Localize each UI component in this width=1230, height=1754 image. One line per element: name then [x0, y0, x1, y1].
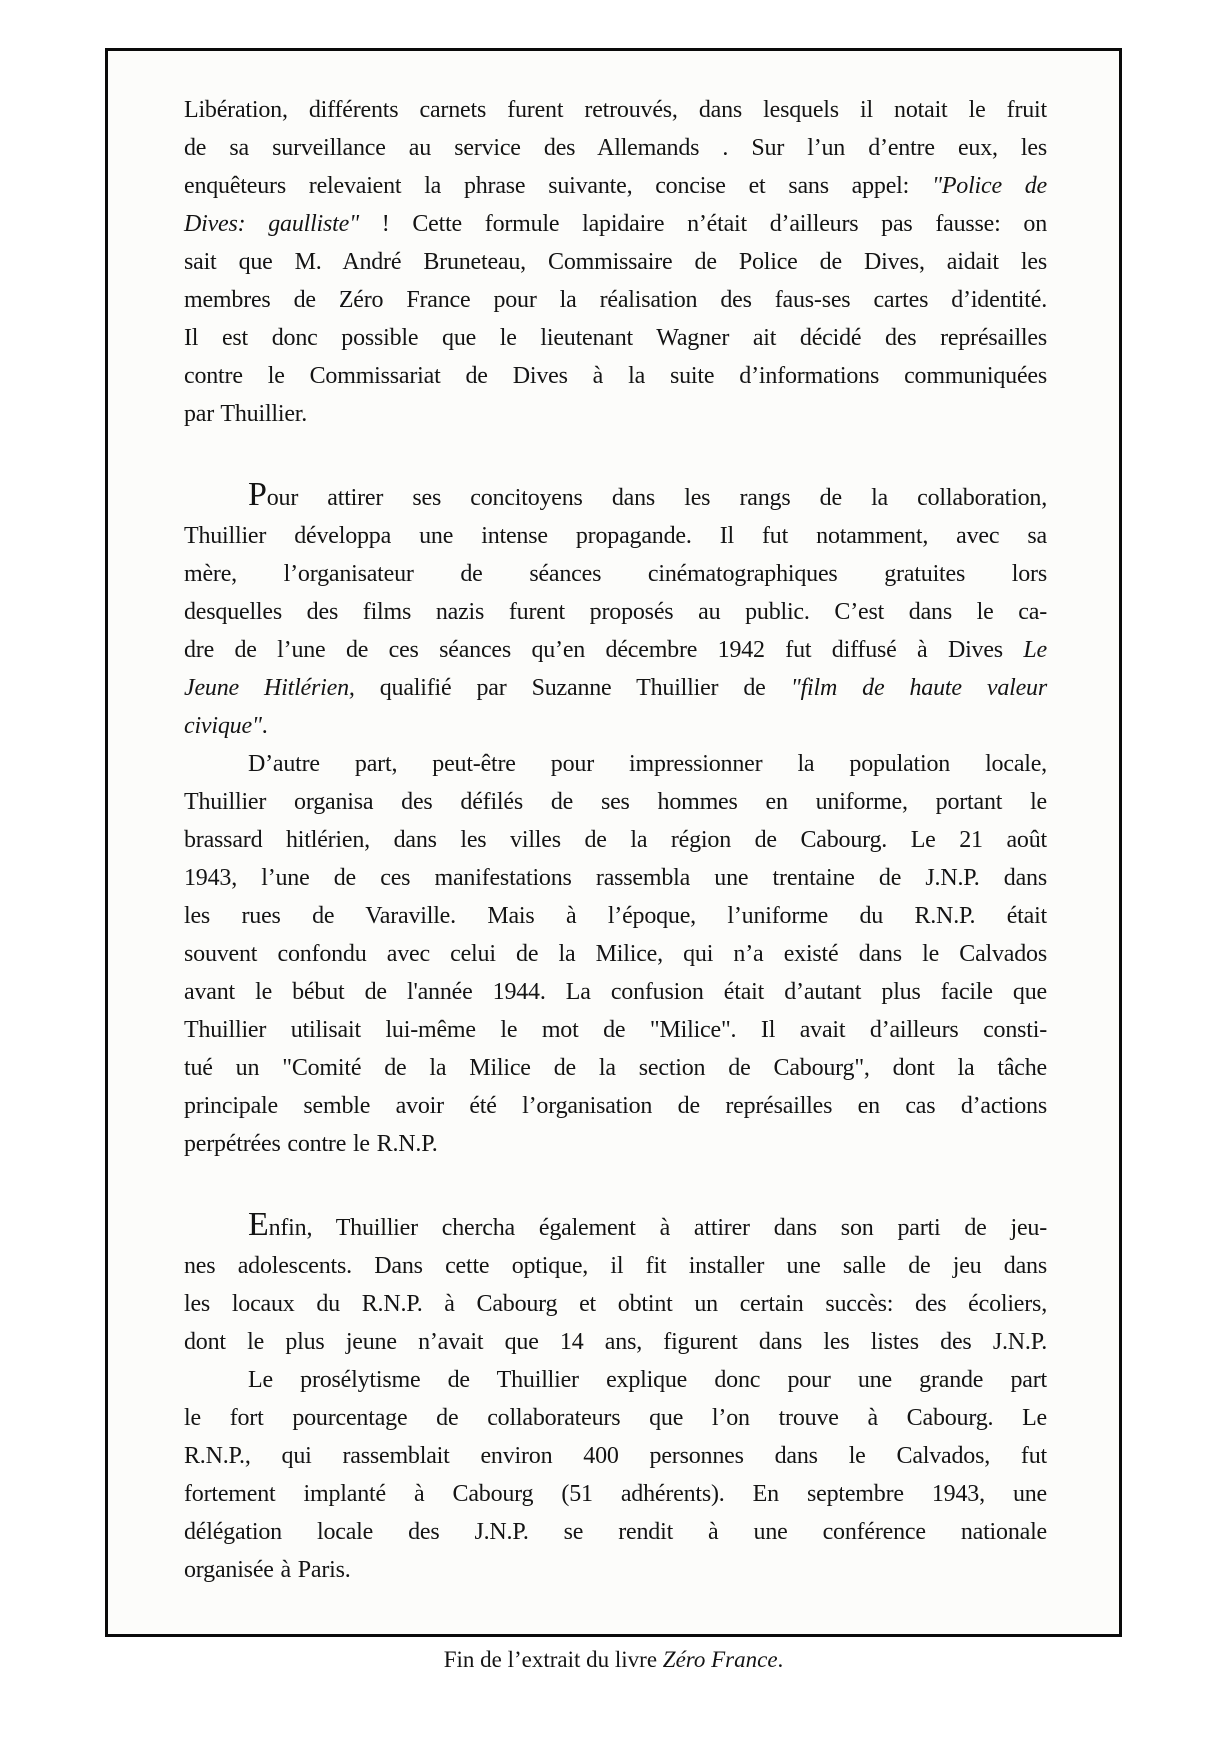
italic-text: "film de haute valeur	[790, 675, 1047, 701]
text-line	[184, 1437, 1047, 1475]
text-run: principale semble avoir été l’organisation de représailles en cas d’actions	[184, 1093, 1047, 1119]
text-line	[184, 129, 1047, 167]
text-line	[184, 859, 1047, 897]
text-run: souvent confondu avec celui de la Milice, qui n’a existé dans le Calvados	[184, 941, 1047, 967]
text-run: dre de l’une de ces séances qu’en décembre 1942 fut diffusé à Dives	[184, 637, 1024, 663]
text-line	[184, 669, 1047, 707]
text-run: .	[777, 1647, 784, 1672]
text-line	[184, 1399, 1047, 1437]
text-line	[184, 821, 1047, 859]
text-run: délégation locale des J.N.P. se rendit à une conférence nationale	[184, 1519, 1047, 1545]
text-line	[184, 745, 1047, 783]
text-run: tué un "Comité de la Milice de la section de Cabourg", dont la tâche	[184, 1055, 1047, 1081]
text-run: Thuillier développa une intense propagande. Il fut notamment, avec sa	[184, 523, 1047, 549]
text-run: our attirer ses concitoyens dans les rangs de la collaboration,	[266, 485, 1047, 511]
text-run: dont le plus jeune n’avait que 14 ans, figurent dans les listes des J.N.P.	[184, 1329, 1047, 1355]
text-run: Le prosélytisme de Thuillier explique donc pour une grande part	[248, 1367, 1047, 1393]
italic-text: Dives: gaulliste"	[184, 211, 359, 237]
text-run: desquelles des films nazis furent proposés au public. C’est dans le ca-	[184, 599, 1047, 625]
text-run: .	[261, 713, 268, 739]
text-line	[184, 707, 1047, 745]
text-line	[184, 281, 1047, 319]
document-text	[108, 51, 1119, 1589]
text-line	[184, 167, 1047, 205]
paragraph	[184, 476, 1047, 745]
text-line	[184, 91, 1047, 129]
text-line	[184, 319, 1047, 357]
text-line	[184, 1049, 1047, 1087]
text-line	[184, 1206, 1047, 1247]
text-run: ! Cette formule lapidaire n’était d’ailleurs pas fausse: on	[358, 211, 1047, 237]
paragraph-gap	[184, 433, 1047, 479]
text-line	[184, 783, 1047, 821]
text-line	[184, 897, 1047, 935]
text-line	[184, 476, 1047, 517]
initial-capital: P	[248, 476, 267, 513]
text-line	[184, 517, 1047, 555]
paragraph	[184, 91, 1047, 433]
text-run: le fort pourcentage de collaborateurs que l’on trouve à Cabourg. Le	[184, 1405, 1047, 1431]
text-run: Thuillier organisa des défilés de ses hommes en uniforme, portant le	[184, 789, 1047, 815]
text-run: membres de Zéro France pour la réalisation des faus-ses cartes d’identité.	[184, 287, 1047, 313]
text-run: Libération, différents carnets furent retrouvés, dans lesquels il notait le fruit	[184, 97, 1047, 123]
text-line	[184, 631, 1047, 669]
text-run: Il est donc possible que le lieutenant Wagner ait décidé des représailles	[184, 325, 1047, 351]
text-line	[184, 973, 1047, 1011]
text-run: mère, l’organisateur de séances cinématographiques gratuites lors	[184, 561, 1047, 587]
paragraph	[184, 745, 1047, 1163]
text-run: brassard hitlérien, dans les villes de la région de Cabourg. Le 21 août	[184, 827, 1047, 853]
text-run: Fin de l’extrait du livre	[443, 1647, 663, 1672]
paragraph-gap	[184, 1163, 1047, 1209]
text-run: perpétrées contre le R.N.P.	[184, 1131, 438, 1157]
text-line	[184, 1551, 1047, 1589]
italic-text: civique"	[184, 713, 262, 739]
text-run: 1943, l’une de ces manifestations rassembla une trentaine de J.N.P. dans	[184, 865, 1047, 891]
text-line	[184, 1285, 1047, 1323]
italic-text: Zéro France	[662, 1647, 778, 1672]
text-line	[184, 935, 1047, 973]
text-run: les locaux du R.N.P. à Cabourg et obtint un certain succès: des écoliers,	[184, 1291, 1047, 1317]
text-line	[184, 1513, 1047, 1551]
text-line	[184, 1475, 1047, 1513]
caption	[105, 1645, 1122, 1675]
text-line	[184, 593, 1047, 631]
text-line	[184, 1323, 1047, 1361]
text-line	[184, 555, 1047, 593]
text-run: les rues de Varaville. Mais à l’époque, l’uniforme du R.N.P. était	[184, 903, 1047, 929]
text-line	[184, 243, 1047, 281]
text-line	[184, 357, 1047, 395]
text-line	[184, 1361, 1047, 1399]
text-run: contre le Commissariat de Dives à la suite d’informations communiquées	[184, 363, 1047, 389]
text-run: Thuillier utilisait lui-même le mot de "Milice". Il avait d’ailleurs consti-	[184, 1017, 1047, 1043]
text-run: nes adolescents. Dans cette optique, il fit installer une salle de jeu dans	[184, 1253, 1047, 1279]
text-run: D’autre part, peut-être pour impressionner la population locale,	[248, 751, 1047, 777]
text-run: R.N.P., qui rassemblait environ 400 personnes dans le Calvados, fut	[184, 1443, 1047, 1469]
text-run: par Thuillier.	[184, 401, 308, 427]
text-line	[184, 205, 1047, 243]
paragraph	[184, 1361, 1047, 1589]
text-line	[184, 395, 1047, 433]
paragraph	[184, 1206, 1047, 1361]
text-run: fortement implanté à Cabourg (51 adhérents). En septembre 1943, une	[184, 1481, 1047, 1507]
text-line	[184, 1247, 1047, 1285]
initial-capital: E	[248, 1206, 269, 1243]
text-line	[184, 1011, 1047, 1049]
text-run: enquêteurs relevaient la phrase suivante, concise et sans appel:	[184, 173, 932, 199]
text-run: de sa surveillance au service des Allemands . Sur l’un d’entre eux, les	[184, 135, 1047, 161]
italic-text: "Police de	[931, 173, 1047, 199]
text-run: organisée à Paris.	[184, 1557, 351, 1583]
text-run: avant le bébut de l'année 1944. La confusion était d’autant plus facile que	[184, 979, 1047, 1005]
italic-text: Jeune Hitlérien,	[184, 675, 355, 701]
text-run: qualifié par Suzanne Thuillier de	[354, 675, 791, 701]
text-line	[184, 1087, 1047, 1125]
text-run: nfin, Thuillier chercha également à attirer dans son parti de jeu-	[268, 1215, 1047, 1241]
text-run: sait que M. André Bruneteau, Commissaire de Police de Dives, aidait les	[184, 249, 1047, 275]
italic-text: Le	[1023, 637, 1047, 663]
text-line	[184, 1125, 1047, 1163]
page-frame	[105, 48, 1122, 1637]
